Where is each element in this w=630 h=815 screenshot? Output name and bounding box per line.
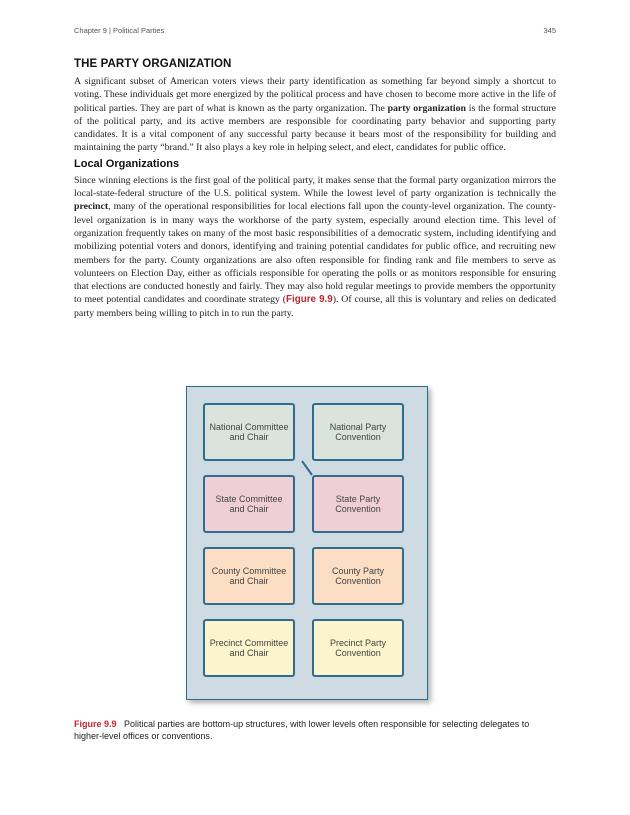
chapter-title: Chapter 9 | Political Parties [74,26,165,35]
key-term-precinct: precinct [74,201,109,213]
state-committee-box: State Committee and Chair [203,475,295,533]
figure-label: Figure 9.9 [74,719,117,729]
text-span: A significant subset of American voters views their party identification as something far beyond simply a shortcut to voting. These individuals get more energized by the political process and have chosen to become more active in the life of political parties. They are part of what is known as the party organization. The [74,76,556,114]
running-header [74,26,556,38]
text-span: ). Of course, all this is voluntary and relies on dedicated party members being willing to pitch in to run the party. [74,294,556,319]
county-committee-box: County Committee and Chair [203,547,295,605]
subsection-heading: Local Organizations [74,157,180,170]
page-number: 345 [543,26,556,35]
text-span: is the formal structure of the political party, and its active members are responsible for coordinating party behavior and supporting party candidates. It is a vital component of any successful party because it bears most of the responsibility for building and maintaining the party “brand.” It also plays a key role in helping select, and elect, candidates for public office. [74,102,556,154]
local-organizations-paragraph [74,174,556,320]
key-term-party-organization: party organization [387,102,466,114]
main-content [74,58,556,320]
intro-paragraph [74,75,556,155]
text-span: , many of the operational responsibilities for local elections fall upon the county-level organization. The county-level organization is in many ways the workhorse of the party system, especially around election time. This level of organization frequently takes on many of the most basic responsibilities of a democratic system, including identifying and mobilizing potential voters and donors, identifying and training potential candidates for public office, and recruiting new members for the party. County organizations are also often responsible for finding rank and file members to serve as volunteers on Election Day, either as officials responsible for operating the polls or as monitors responsible for ensuring that elections are conducted honestly and fairly. They may also hold regular meetings to provide members the opportunity to meet potential candidates and coordinate strategy ( [74,201,556,306]
party-structure-diagram [186,386,428,700]
precinct-convention-box: Precinct Party Convention [312,619,404,677]
precinct-committee-box: Precinct Committee and Chair [203,619,295,677]
section-heading: THE PARTY ORGANIZATION [74,58,232,70]
caption-text: Political parties are bottom-up structures, with lower levels often responsible for selecting delegates to higher-level offices or conventions. [74,719,530,741]
figure-caption [74,718,556,742]
state-convention-box: State Party Convention [312,475,404,533]
national-convention-box: National Party Convention [312,403,404,461]
figure-reference-link[interactable]: Figure 9.9 [286,294,333,306]
text-span: Since winning elections is the first goal of the political party, it makes sense that the formal party organization mirrors the local-state-federal structure of the U.S. political system. While the lowest level of party organization is technically the [74,174,556,200]
national-committee-box: National Committee and Chair [203,403,295,461]
county-convention-box: County Party Convention [312,547,404,605]
